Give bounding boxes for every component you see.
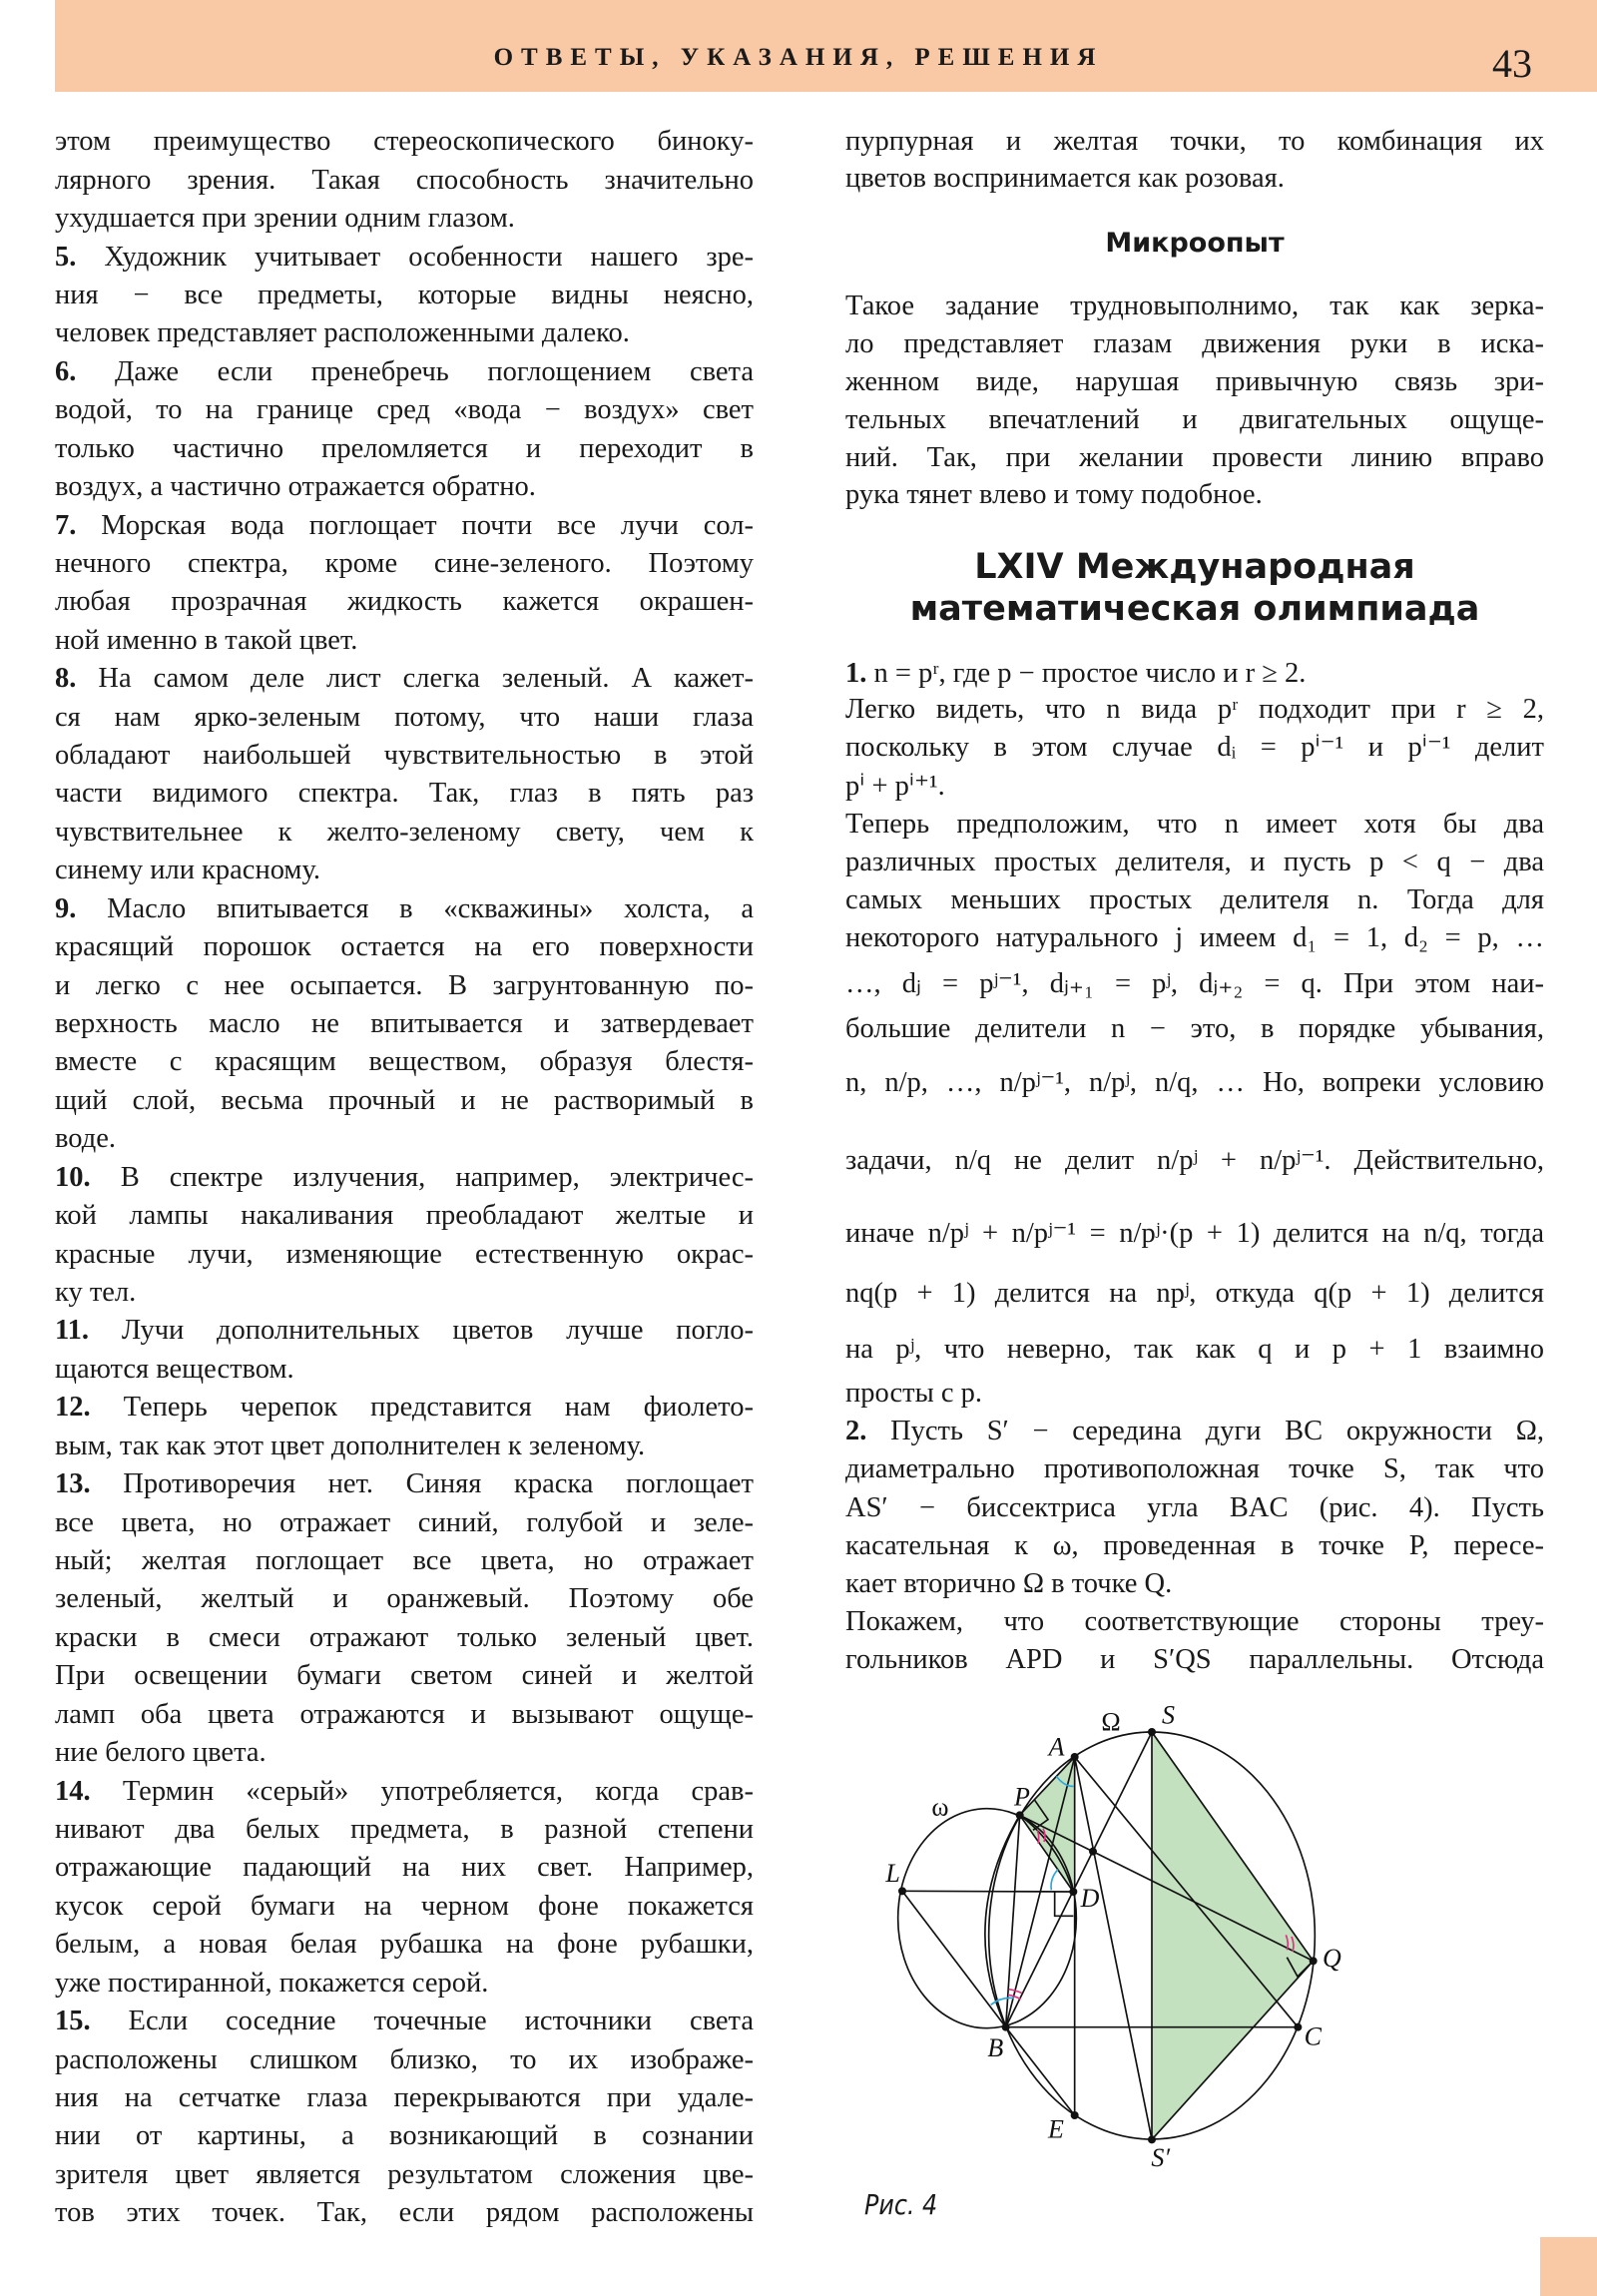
text-line: [55, 1543, 754, 1579]
text-line: [55, 392, 754, 428]
line-text: тельных впечатлений и двигательных ощуще-: [845, 403, 1544, 435]
item-number: 14.: [55, 1775, 91, 1807]
text-line: [845, 1566, 1544, 1602]
line-text: гольников APD и S′QS параллельны. Отсюда: [845, 1644, 1544, 1676]
text-line: [55, 738, 754, 774]
line-text: различных простых делителя, и пусть p < q − два: [845, 846, 1544, 877]
text-line: [845, 920, 1544, 956]
line-text: Лучи дополнительных цветов лучше погло-: [121, 1315, 754, 1347]
text-line: [55, 278, 754, 313]
text-line: [55, 1505, 754, 1541]
item-number: 12.: [55, 1392, 91, 1424]
text-line: [55, 1390, 754, 1426]
line-text: …, dⱼ = pʲ⁻¹, dⱼ₊₁ = pʲ, dⱼ₊₂ = q. При этом наи-: [845, 967, 1544, 999]
item-number: 15.: [55, 2006, 91, 2037]
text-line: [845, 1414, 1544, 1449]
line-text: самых меньших простых делителя n. Тогда для: [845, 883, 1544, 915]
line-text: и легко с нее осыпается. В загрунтованную по-: [55, 969, 754, 1001]
text-line: [55, 1812, 754, 1848]
line-text: женном виде, нарушая привычную связь зри-: [845, 365, 1544, 397]
line-text: Масло впитывается в «скважины» холста, а: [107, 892, 754, 924]
label-a: A: [1048, 1732, 1065, 1762]
line-text: воде.: [55, 1123, 116, 1155]
text-line: [55, 929, 754, 965]
item-number: 2.: [845, 1416, 867, 1447]
line-text: вым, так как этот цвет дополнителен к зеленому.: [55, 1430, 646, 1461]
triangle-sqs: [1152, 1732, 1314, 2139]
line-text: ния на сетчатке глаза перекрываются при удале-: [55, 2081, 754, 2113]
item-number: 5.: [55, 241, 77, 273]
text-line: [55, 700, 754, 736]
line-text: щаются веществом.: [55, 1353, 294, 1385]
section-title-line-2: математическая олимпиада: [909, 589, 1480, 629]
line-text: pⁱ + pⁱ⁺¹.: [845, 770, 945, 802]
text-line: [845, 1143, 1544, 1179]
text-line: [55, 2157, 754, 2193]
line-text: диаметрально противоположная точке S, так что: [845, 1453, 1544, 1485]
text-line: [845, 692, 1544, 728]
item-number: 9.: [55, 892, 77, 924]
page-number: 43: [1492, 41, 1532, 86]
line-text: краски в смеси отражают только зеленый цвет.: [55, 1621, 754, 1653]
text-line: [845, 364, 1544, 400]
text-line: [55, 1429, 754, 1464]
line-text: на pʲ, что неверно, так как q и p + 1 взаимно: [845, 1334, 1544, 1366]
text-line: [55, 546, 754, 582]
text-line: [845, 1451, 1544, 1487]
line-text: поскольку в этом случае dᵢ = pⁱ⁻¹ и pⁱ⁻¹ делит: [845, 732, 1544, 764]
line-text: ния − все предметы, которые видны неясно,: [55, 279, 754, 310]
line-text: просты с p.: [845, 1378, 982, 1410]
line-text: Легко видеть, что n вида pʳ подходит при r ≥ 2,: [845, 694, 1544, 726]
text-line: [845, 161, 1544, 197]
line-text: Теперь черепок представится нам фиолето-: [123, 1392, 754, 1424]
line-text: синему или красному.: [55, 855, 320, 886]
line-text: Теперь предположим, что n имеет хотя бы два: [845, 808, 1544, 840]
text-line: [55, 2004, 754, 2039]
text-line: [55, 1466, 754, 1502]
line-text: лярного зрения. Такая способность значительно: [55, 164, 754, 196]
line-text: задачи, n/q не делит n/pʲ + n/pʲ⁻¹. Действительно,: [845, 1145, 1544, 1176]
line-text: Морская вода поглощает почти все лучи сол-: [101, 509, 755, 541]
corner-tab: [1540, 2237, 1597, 2296]
line-text: чувствительнее к желто-зеленому свету, чем к: [55, 816, 754, 848]
text-line: [55, 1237, 754, 1273]
text-line: [845, 966, 1544, 1002]
label-l: L: [885, 1859, 900, 1888]
line-text: цветов воспринимается как розовая.: [845, 162, 1285, 194]
line-text: водой, то на границе сред «вода − воздух» свет: [55, 394, 754, 426]
item-number: 10.: [55, 1161, 91, 1193]
line-text: кусок серой бумаги на черном фоне покажется: [55, 1890, 754, 1922]
line-text: При освещении бумаги светом синей и желтой: [55, 1660, 754, 1692]
line-text: ламп оба цвета отражаются и вызывают ощуще-: [55, 1698, 754, 1730]
item-number: 1.: [845, 657, 867, 689]
line-text: На самом деле лист слегка зеленый. А кажет-: [98, 663, 754, 695]
line-text: расположены слишком близко, то их изображе-: [55, 2043, 754, 2075]
text-line: [55, 1889, 754, 1925]
text-line: [55, 240, 754, 276]
text-line: [55, 508, 754, 544]
text-line: [845, 1011, 1544, 1047]
text-line: [845, 1065, 1544, 1101]
line-text: вместе с красящим веществом, образуя блестя-: [55, 1046, 754, 1078]
line-text: красящий порошок остается на его поверхности: [55, 931, 754, 963]
text-line: [55, 1966, 754, 2002]
text-line: [55, 1620, 754, 1656]
triangle-apd: [1020, 1757, 1075, 1892]
text-line: [55, 1735, 754, 1771]
text-line: [55, 1581, 754, 1617]
text-line: [55, 124, 754, 160]
line-text: ку тел.: [55, 1277, 137, 1308]
text-line: [55, 1850, 754, 1886]
line-text: щий слой, весьма прочный и не растворимый в: [55, 1084, 754, 1116]
line-text: зрителя цвет является результатом сложения цве-: [55, 2158, 754, 2190]
line-text: все цвета, но отражает синий, голубой и зеле-: [55, 1506, 754, 1538]
text-line: [845, 769, 1544, 805]
text-line: [55, 1927, 754, 1963]
text-line: [845, 326, 1544, 362]
text-line: [55, 1352, 754, 1388]
text-line: [55, 815, 754, 851]
line-text: человек представляет расположенными далеко.: [55, 317, 630, 349]
text-line: [55, 354, 754, 390]
text-line: [845, 288, 1544, 324]
text-line: [845, 1642, 1544, 1678]
line-text: Термин «серый» употребляется, когда срав-: [122, 1775, 755, 1807]
line-text: Если соседние точечные источники света: [128, 2006, 754, 2037]
text-line: [55, 2195, 754, 2231]
line-text: пурпурная и желтая точки, то комбинация их: [845, 126, 1544, 158]
line-text: n = pʳ, где p − простое число и r ≥ 2.: [873, 657, 1307, 689]
line-text: этом преимущество стереоскопического биноку-: [55, 126, 754, 158]
line-text: В спектре излучения, например, электричес-: [120, 1161, 754, 1193]
line-text: нии от картины, а возникающий в сознании: [55, 2120, 754, 2152]
text-line: [55, 1006, 754, 1042]
item-number: 13.: [55, 1468, 91, 1500]
text-line: [845, 1490, 1544, 1526]
label-small-omega: ω: [931, 1792, 949, 1822]
text-line: [55, 584, 754, 620]
text-line: [55, 891, 754, 927]
text-line: [845, 807, 1544, 843]
line-text: ся нам ярко-зеленым потому, что наши глаза: [55, 701, 754, 733]
text-line: [55, 469, 754, 505]
text-line: [55, 201, 754, 237]
text-line: [845, 1216, 1544, 1252]
line-text: AS′ − биссектриса угла BAC (рис. 4). Пусть: [845, 1491, 1544, 1523]
item-number: 11.: [55, 1315, 90, 1347]
text-line: [55, 1121, 754, 1157]
text-line: [55, 315, 754, 351]
line-text: ний. Так, при желании провести линию вправо: [845, 442, 1544, 474]
label-b: B: [987, 2033, 1004, 2062]
text-line: [55, 1774, 754, 1810]
line-text: nq(p + 1) делится на npʲ, откуда q(p + 1) делится: [845, 1278, 1544, 1310]
line-text: ной именно в такой цвет.: [55, 624, 358, 656]
label-p: P: [1014, 1782, 1030, 1812]
text-line: [845, 882, 1544, 918]
line-text: ухудшается при зрении одним глазом.: [55, 203, 515, 235]
text-line: [55, 1044, 754, 1080]
text-line: [845, 402, 1544, 438]
line-text: белым, а новая белая рубашка на фоне рубашки,: [55, 1929, 754, 1961]
line-text: кой лампы накаливания преобладают желтые и: [55, 1200, 754, 1232]
line-text: большие делители n − это, в порядке убывания,: [845, 1013, 1544, 1045]
item-number: 8.: [55, 663, 77, 695]
line-text: любая прозрачная жидкость кажется окрашен-: [55, 586, 754, 618]
line-text: верхность масло не впитывается и затвердевает: [55, 1008, 754, 1040]
text-line: [55, 623, 754, 659]
line-text: Даже если пренебречь поглощением света: [114, 355, 754, 387]
text-line: [845, 1332, 1544, 1368]
line-text: Пусть S′ − середина дуги BC окружности Ω,: [890, 1416, 1544, 1447]
line-text: воздух, а частично отражается обратно.: [55, 471, 536, 503]
text-line: [55, 2118, 754, 2154]
label-big-omega: Ω: [1101, 1707, 1121, 1737]
text-line: [55, 1160, 754, 1196]
line-text: красные лучи, изменяющие естественную окрас-: [55, 1238, 754, 1270]
text-line: [845, 845, 1544, 880]
line-text: части видимого спектра. Так, глаз в пять раз: [55, 778, 754, 810]
line-text: Покажем, что соответствующие стороны треу-: [845, 1605, 1544, 1637]
text-line: [845, 730, 1544, 766]
figure-4-geometry-diagram: [838, 1687, 1537, 2246]
item-number: 7.: [55, 509, 77, 541]
line-text: некоторого натурального j имеем d₁ = 1, d₂ = p, …: [845, 922, 1544, 954]
text-line: [845, 1604, 1544, 1640]
item-number: 6.: [55, 355, 77, 387]
text-line: [55, 431, 754, 467]
text-line: [55, 661, 754, 697]
label-s-prime: S′: [1151, 2143, 1171, 2172]
line-text: обладают наибольшей чувствительностью в этой: [55, 740, 754, 772]
text-line: [55, 1313, 754, 1349]
line-text: нечного спектра, кроме сине-зеленого. Поэтому: [55, 547, 754, 579]
text-line: [55, 1275, 754, 1311]
line-text: Такое задание трудновыполнимо, так как зерка-: [845, 289, 1544, 321]
text-line: [845, 477, 1544, 513]
line-text: рука тянет влево и тому подобное.: [845, 478, 1263, 510]
text-line: [845, 1276, 1544, 1312]
text-line: [55, 853, 754, 888]
text-line: [845, 440, 1544, 476]
line-text: кает вторично Ω в точке Q.: [845, 1567, 1173, 1599]
text-line: [55, 163, 754, 199]
line-text: Противоречия нет. Синяя краска поглощает: [123, 1468, 754, 1500]
line-text: ло представляет глазам движения руки в иска-: [845, 327, 1544, 359]
running-title: ОТВЕТЫ, УКАЗАНИЯ, РЕШЕНИЯ: [493, 44, 1104, 71]
label-d: D: [1080, 1884, 1100, 1913]
text-line: [55, 1697, 754, 1733]
figure-caption: Рис. 4: [864, 2188, 938, 2221]
line-text: тов этих точек. Так, если рядом расположены: [55, 2197, 754, 2229]
microexperiment-heading: Микроопыт: [1105, 228, 1285, 259]
text-line: [55, 1658, 754, 1694]
line-text: Художник учитывает особенности нашего зре-: [104, 241, 755, 273]
text-line: [845, 656, 1544, 692]
label-e: E: [1048, 2114, 1064, 2144]
text-line: [55, 2080, 754, 2116]
line-text: уже постиранной, покажется серой.: [55, 1967, 489, 1999]
label-q: Q: [1323, 1944, 1341, 1973]
label-c: C: [1304, 2021, 1323, 2051]
label-s: S: [1162, 1700, 1175, 1730]
section-title-line-1: LXIV Международная: [974, 547, 1415, 587]
text-line: [55, 2042, 754, 2078]
line-text: n, n/p, …, n/pʲ⁻¹, n/pʲ, n/q, … Но, вопреки условию: [845, 1067, 1544, 1099]
text-line: [845, 124, 1544, 160]
line-text: зеленый, желтый и оранжевый. Поэтому обе: [55, 1583, 754, 1615]
text-line: [845, 1528, 1544, 1564]
line-text: отражающие падающий на них свет. Например,: [55, 1852, 754, 1884]
line-text: касательная к ω, проведенная в точке P, пересе-: [845, 1529, 1544, 1561]
line-text: только частично преломляется и переходит в: [55, 432, 754, 464]
text-line: [55, 968, 754, 1004]
text-line: [845, 1376, 1544, 1412]
line-text: ный; желтая поглощает все цвета, но отражает: [55, 1544, 754, 1576]
text-line: [55, 1198, 754, 1234]
text-line: [55, 776, 754, 812]
line-text: иначе n/pʲ + n/pʲ⁻¹ = n/pʲ·(p + 1) делится на n/q, тогда: [845, 1218, 1544, 1250]
line-text: нивают два белых предмета, в разной степени: [55, 1813, 754, 1845]
line-text: ние белого цвета.: [55, 1737, 266, 1769]
text-line: [55, 1083, 754, 1119]
